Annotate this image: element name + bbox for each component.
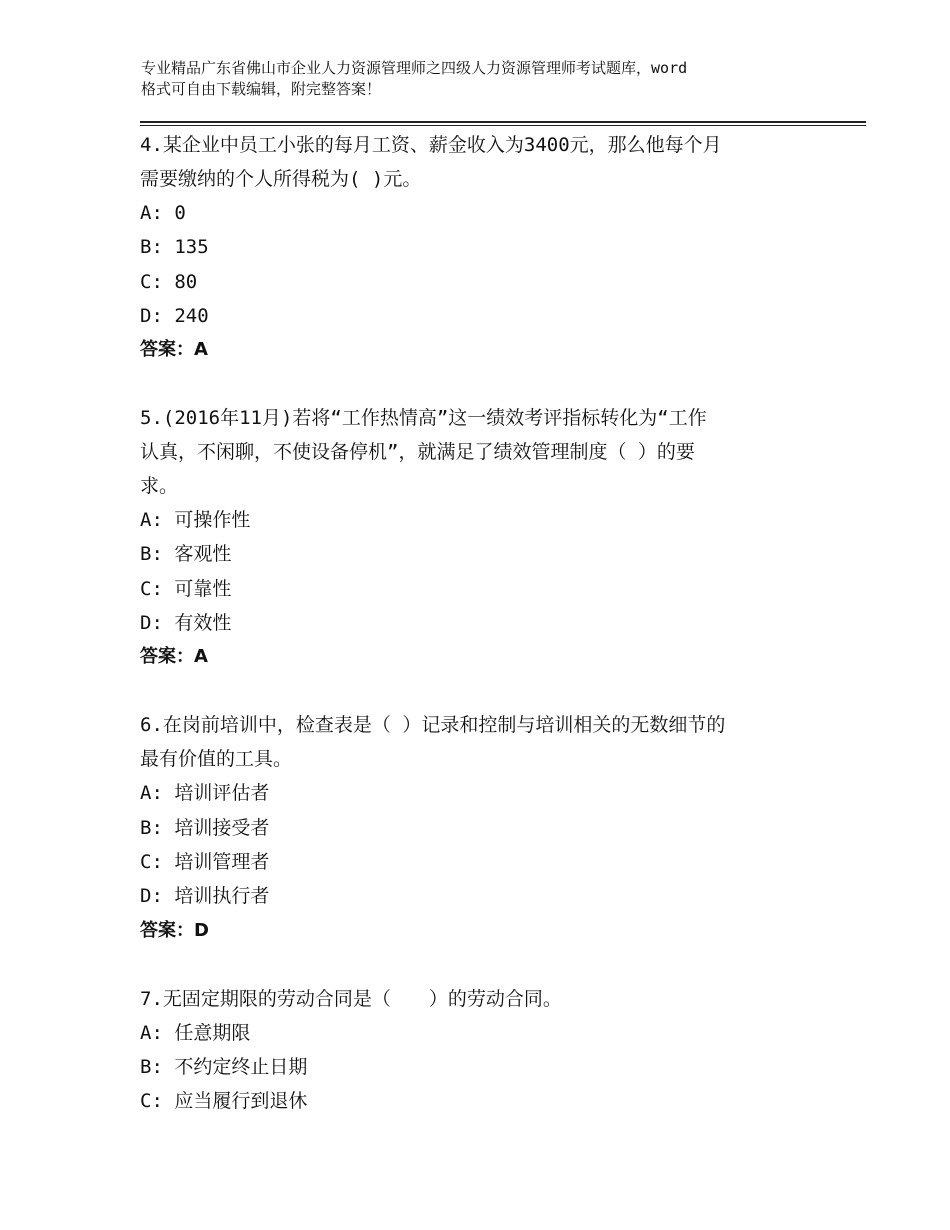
question-spacer	[140, 367, 830, 401]
option-c: C: 应当履行到退休	[140, 1090, 308, 1113]
option-d: D: 培训执行者	[140, 885, 270, 908]
option-c: C: 可靠性	[140, 577, 232, 600]
option-a: A: 培训评估者	[140, 782, 270, 805]
header-rule-thin	[140, 125, 866, 126]
header-line-1: 专业精品广东省佛山市企业人力资源管理师之四级人力资源管理师考试题库，word	[141, 59, 688, 77]
option-c: C: 80	[140, 270, 198, 293]
option-d: D: 有效性	[140, 612, 232, 635]
option-c: C: 培训管理者	[140, 850, 270, 873]
question-list	[140, 128, 830, 1118]
option-b: B: 客观性	[140, 543, 232, 566]
question-4	[140, 128, 830, 367]
question-stem: 求。	[140, 475, 179, 498]
option-a: A: 任意期限	[140, 1021, 251, 1044]
option-b: B: 135	[140, 236, 209, 259]
option-b: B: 不约定终止日期	[140, 1055, 308, 1078]
question-5	[140, 401, 830, 674]
answer-line: 答案：D	[140, 919, 209, 941]
question-6	[140, 708, 830, 947]
option-a: A: 0	[140, 202, 186, 224]
document-header	[141, 58, 841, 100]
question-spacer	[140, 674, 830, 708]
header-rule-thick	[140, 121, 866, 123]
answer-line: 答案：A	[140, 339, 208, 361]
option-d: D: 240	[140, 304, 209, 327]
question-stem: 5.(2016年11月)若将“工作热情高”这一绩效考评指标转化为“工作	[140, 407, 707, 430]
answer-line: 答案：A	[140, 646, 208, 668]
header-line-2: 格式可自由下载编辑，附完整答案！	[141, 80, 382, 98]
question-stem: 4.某企业中员工小张的每月工资、薪金收入为3400元，那么他每个月	[140, 134, 722, 156]
question-stem: 7.无固定期限的劳动合同是（ ）的劳动合同。	[140, 987, 562, 1010]
option-a: A: 可操作性	[140, 509, 251, 532]
question-stem: 6.在岗前培训中，检查表是（ ）记录和控制与培训相关的无数细节的	[140, 714, 726, 737]
question-7	[140, 982, 830, 1119]
question-spacer	[140, 948, 830, 982]
option-b: B: 培训接受者	[140, 816, 270, 839]
question-stem: 需要缴纳的个人所得税为( )元。	[140, 168, 422, 190]
question-stem: 最有价值的工具。	[140, 748, 293, 771]
question-stem: 认真，不闲聊，不使设备停机”，就满足了绩效管理制度（ ）的要	[140, 441, 695, 464]
